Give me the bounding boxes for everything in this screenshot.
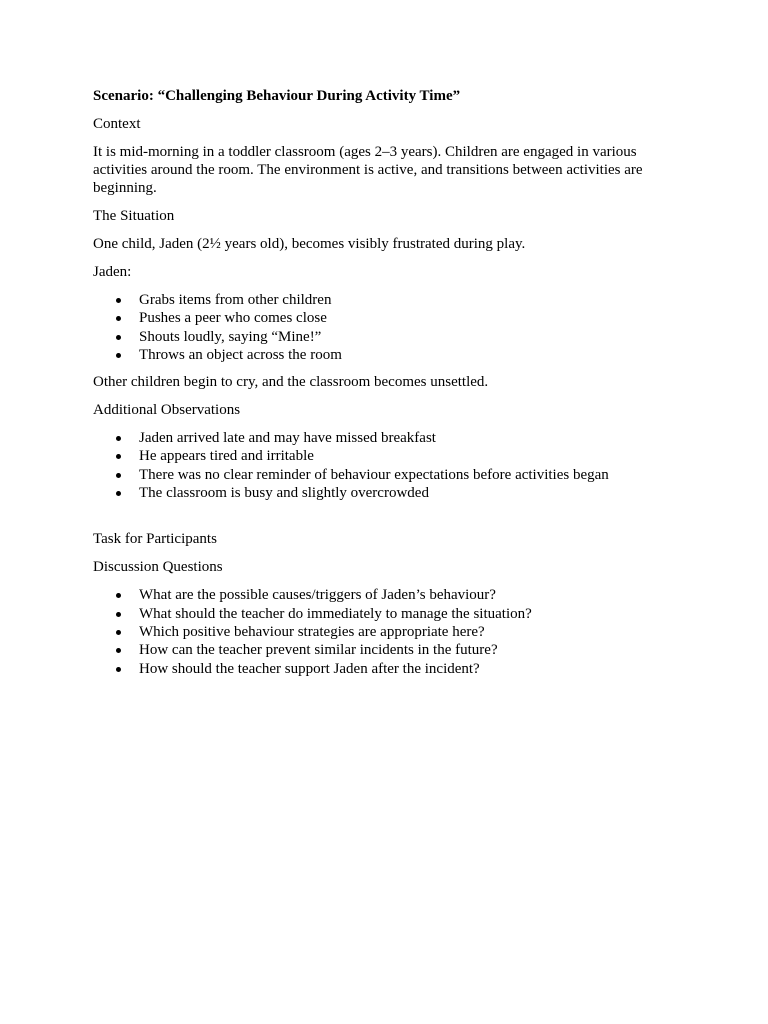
list-item <box>93 660 673 678</box>
situation-paragraph: One child, Jaden (2½ years old), becomes visibly frustrated during play. <box>93 236 526 252</box>
bullet-icon <box>116 473 121 478</box>
list-item <box>93 328 673 346</box>
jaden-actions-list <box>93 291 673 364</box>
bullet-icon <box>116 593 121 598</box>
list-item <box>93 605 673 623</box>
context-paragraph: It is mid-morning in a toddler classroom (ages 2–3 years). Children are engaged in various activities around the room. The environment is active, and transitions between activities are beginning. <box>93 144 643 196</box>
list-item-text: How should the teacher support Jaden after the incident? <box>139 660 480 677</box>
list-item <box>93 484 673 502</box>
list-item-text: How can the teacher prevent similar incidents in the future? <box>139 642 498 659</box>
list-item-text: There was no clear reminder of behaviour expectations before activities began <box>139 466 609 483</box>
jaden-label: Jaden: <box>93 264 132 280</box>
bullet-icon <box>116 491 121 496</box>
list-item <box>93 291 673 309</box>
questions-heading: Discussion Questions <box>93 559 223 576</box>
bullet-icon <box>116 335 121 340</box>
list-item <box>93 466 673 484</box>
list-item-text: What are the possible causes/triggers of Jaden’s behaviour? <box>139 587 496 604</box>
observations-heading: Additional Observations <box>93 402 241 419</box>
bullet-icon <box>116 648 121 653</box>
list-item-text: Pushes a peer who comes close <box>139 310 327 327</box>
list-item <box>93 623 673 641</box>
bullet-icon <box>116 630 121 635</box>
scenario-title: Scenario: “Challenging Behaviour During Activity Time” <box>93 88 461 104</box>
list-item-text: He appears tired and irritable <box>139 448 314 465</box>
list-item <box>93 309 673 327</box>
bullet-icon <box>116 436 121 441</box>
list-item-text: The classroom is busy and slightly overcrowded <box>139 485 429 502</box>
list-item <box>93 429 673 447</box>
bullet-icon <box>116 316 121 321</box>
list-item <box>93 586 673 604</box>
observations-list <box>93 429 673 502</box>
list-item-text: Which positive behaviour strategies are appropriate here? <box>139 623 485 640</box>
task-heading: Task for Participants <box>93 531 217 548</box>
context-heading: Context <box>93 116 141 132</box>
bullet-icon <box>116 353 121 358</box>
list-item-text: Shouts loudly, saying “Mine!” <box>139 328 322 345</box>
list-item-text: Jaden arrived late and may have missed breakfast <box>139 430 436 447</box>
situation-heading: The Situation <box>93 208 175 224</box>
list-item-text: What should the teacher do immediately to manage the situation? <box>139 605 532 622</box>
list-item <box>93 641 673 659</box>
list-item-text: Throws an object across the room <box>139 346 342 363</box>
list-item <box>93 346 673 364</box>
document-page <box>93 87 673 687</box>
consequence-paragraph: Other children begin to cry, and the classroom becomes unsettled. <box>93 374 489 391</box>
bullet-icon <box>116 667 121 672</box>
list-item <box>93 447 673 465</box>
bullet-icon <box>116 298 121 303</box>
list-item-text: Grabs items from other children <box>139 292 332 308</box>
bullet-icon <box>116 612 121 617</box>
questions-list <box>93 586 673 677</box>
bullet-icon <box>116 454 121 459</box>
